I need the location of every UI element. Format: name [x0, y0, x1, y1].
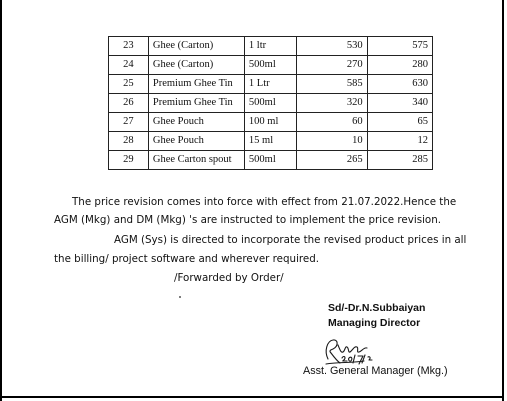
forwarded-by-order: /Forwarded by Order/ — [174, 272, 284, 284]
signatory-name: Sd/-Dr.N.Subbaiyan — [328, 302, 426, 314]
new-price-cell: 285 — [367, 151, 432, 170]
old-price-cell: 265 — [297, 151, 368, 170]
sl-no-cell: 29 — [109, 151, 149, 170]
product-cell: Ghee (Carton) — [148, 56, 244, 75]
old-price-cell: 270 — [297, 56, 368, 75]
product-cell: Premium Ghee Tin — [148, 94, 244, 113]
sl-no-cell: 23 — [109, 37, 149, 56]
product-cell: Premium Ghee Tin — [148, 75, 244, 94]
old-price-cell: 585 — [297, 75, 368, 94]
software-paragraph-line-1: AGM (Sys) is directed to incorporate the revised product prices in all — [114, 234, 467, 246]
table-row — [109, 75, 433, 94]
quantity-cell: 1 ltr — [244, 37, 296, 56]
table-row — [109, 94, 433, 113]
old-price-cell: 530 — [297, 37, 368, 56]
sl-no-cell: 27 — [109, 113, 149, 132]
table-row — [109, 56, 433, 75]
sl-no-cell: 25 — [109, 75, 149, 94]
table-row — [109, 37, 433, 56]
sl-no-cell: 28 — [109, 132, 149, 151]
revision-paragraph-line-2: AGM (Mkg) and DM (Mkg) 's are instructed to implement the price revision. — [54, 214, 442, 226]
new-price-cell: 280 — [367, 56, 432, 75]
sl-no-cell: 26 — [109, 94, 149, 113]
product-cell: Ghee Carton spout — [148, 151, 244, 170]
product-cell: Ghee (Carton) — [148, 37, 244, 56]
quantity-cell: 500ml — [244, 94, 296, 113]
new-price-cell: 575 — [367, 37, 432, 56]
price-table — [108, 36, 433, 170]
agm-designation: Asst. General Manager (Mkg.) — [303, 365, 448, 377]
page-border-left — [0, 0, 2, 401]
page-border-bottom — [0, 396, 504, 398]
old-price-cell: 10 — [297, 132, 368, 151]
quantity-cell: 15 ml — [244, 132, 296, 151]
handwritten-signature — [318, 333, 380, 367]
new-price-cell: 65 — [367, 113, 432, 132]
quantity-cell: 100 ml — [244, 113, 296, 132]
product-cell: Ghee Pouch — [148, 113, 244, 132]
new-price-cell: 12 — [367, 132, 432, 151]
signatory-designation: Managing Director — [328, 317, 421, 329]
old-price-cell: 60 — [297, 113, 368, 132]
stray-mark — [179, 296, 181, 298]
new-price-cell: 340 — [367, 94, 432, 113]
software-paragraph-line-2: the billing/ project software and wherever required. — [54, 253, 320, 265]
product-cell: Ghee Pouch — [148, 132, 244, 151]
quantity-cell: 500ml — [244, 56, 296, 75]
quantity-cell: 500ml — [244, 151, 296, 170]
table-row — [109, 132, 433, 151]
revision-paragraph-line-1: The price revision comes into force with effect from 21.07.2022.Hence the — [72, 196, 457, 208]
page-border-right — [502, 0, 504, 401]
sl-no-cell: 24 — [109, 56, 149, 75]
old-price-cell: 320 — [297, 94, 368, 113]
table-row — [109, 151, 433, 170]
new-price-cell: 630 — [367, 75, 432, 94]
quantity-cell: 1 Ltr — [244, 75, 296, 94]
table-row — [109, 113, 433, 132]
